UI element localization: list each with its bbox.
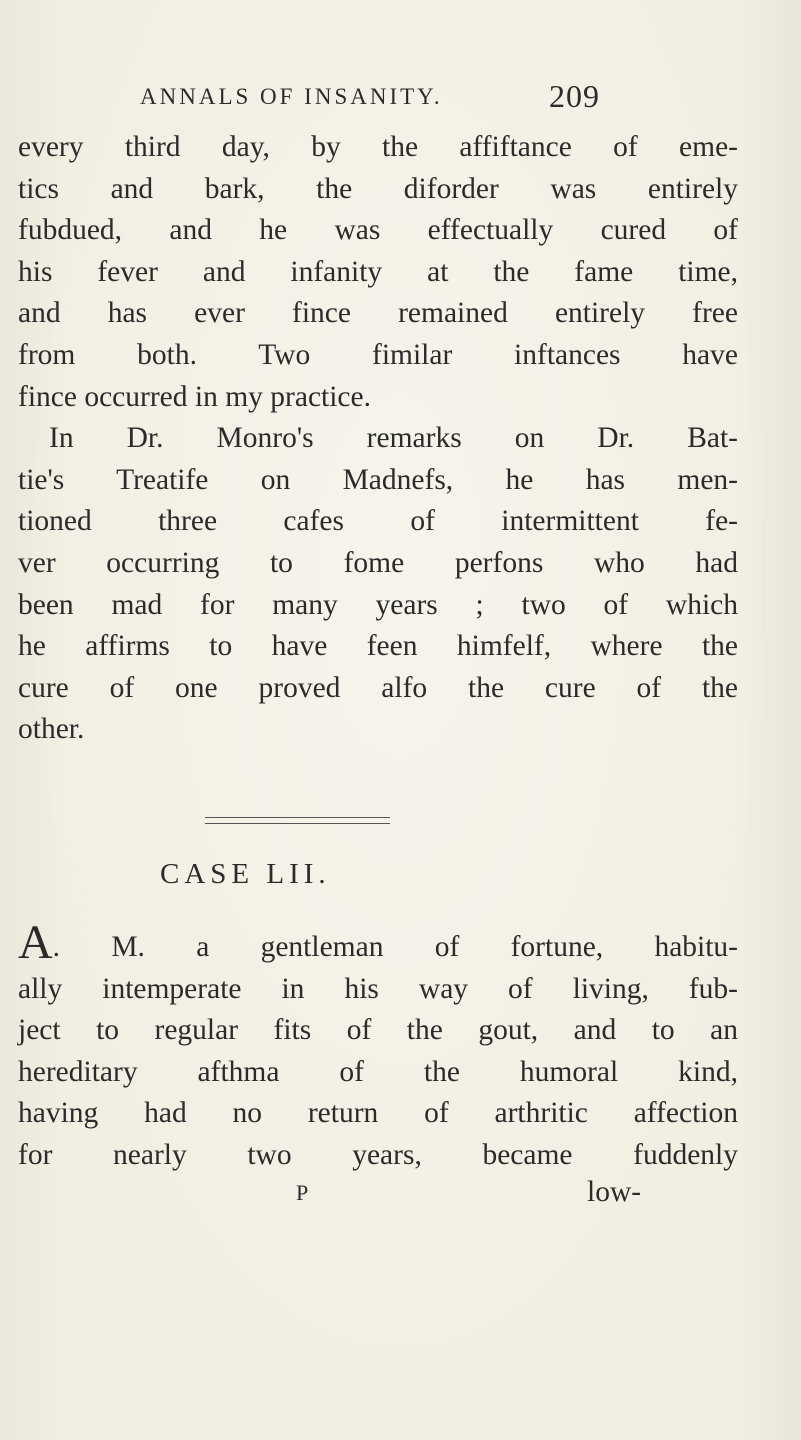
signature-mark: P <box>296 1180 309 1205</box>
text-line: In Dr. Monro's remarks on Dr. Bat- <box>49 422 738 455</box>
text-line: having had no return of arthritic affection <box>18 1097 738 1130</box>
text-line: for nearly two years, became fuddenly <box>18 1138 738 1171</box>
drop-cap: A <box>18 916 53 969</box>
page-footer <box>18 1176 738 1216</box>
text-line: cure of one proved alfo the cure of the <box>18 671 738 704</box>
text-line: ver occurring to fome perfons who had <box>18 546 738 579</box>
running-head-title: ANNALS OF INSANITY. <box>140 84 443 109</box>
text-line: fince occurred in my practice. <box>18 380 371 413</box>
text-line: been mad for many years ; two of which <box>18 588 738 621</box>
text-line: ject to regular fits of the gout, and to an <box>18 1014 738 1047</box>
first-line-text: . M. a gentleman of fortune, habitu- <box>52 931 738 963</box>
text-line: his fever and infanity at the fame time, <box>18 255 738 288</box>
page-number: 209 <box>549 78 600 114</box>
section-divider-rule <box>205 817 390 818</box>
text-line: and has ever fince remained entirely free <box>18 297 738 330</box>
text-line: tics and bark, the diforder was entirely <box>18 172 738 205</box>
case-paragraph <box>18 916 738 1177</box>
text-line: from both. Two fimilar inftances have <box>18 338 738 371</box>
text-line: other. <box>18 713 85 746</box>
text-line: tie's Treatife on Madnefs, he has men- <box>18 463 738 496</box>
text-line-first <box>18 916 738 969</box>
paragraph-continued <box>18 127 738 751</box>
section-divider-rule <box>205 823 390 824</box>
catchword: low- <box>587 1176 642 1208</box>
case-heading: CASE LII. <box>160 858 331 890</box>
text-line: he affirms to have feen himfelf, where the <box>18 630 738 663</box>
running-head <box>140 78 600 118</box>
text-line: fubdued, and he was effectually cured of <box>18 214 738 247</box>
text-line: hereditary afthma of the humoral kind, <box>18 1055 738 1088</box>
text-line: every third day, by the affiftance of eme- <box>18 131 738 163</box>
text-line: ally intemperate in his way of living, fub- <box>18 972 738 1005</box>
text-line: tioned three cafes of intermittent fe- <box>18 505 738 538</box>
